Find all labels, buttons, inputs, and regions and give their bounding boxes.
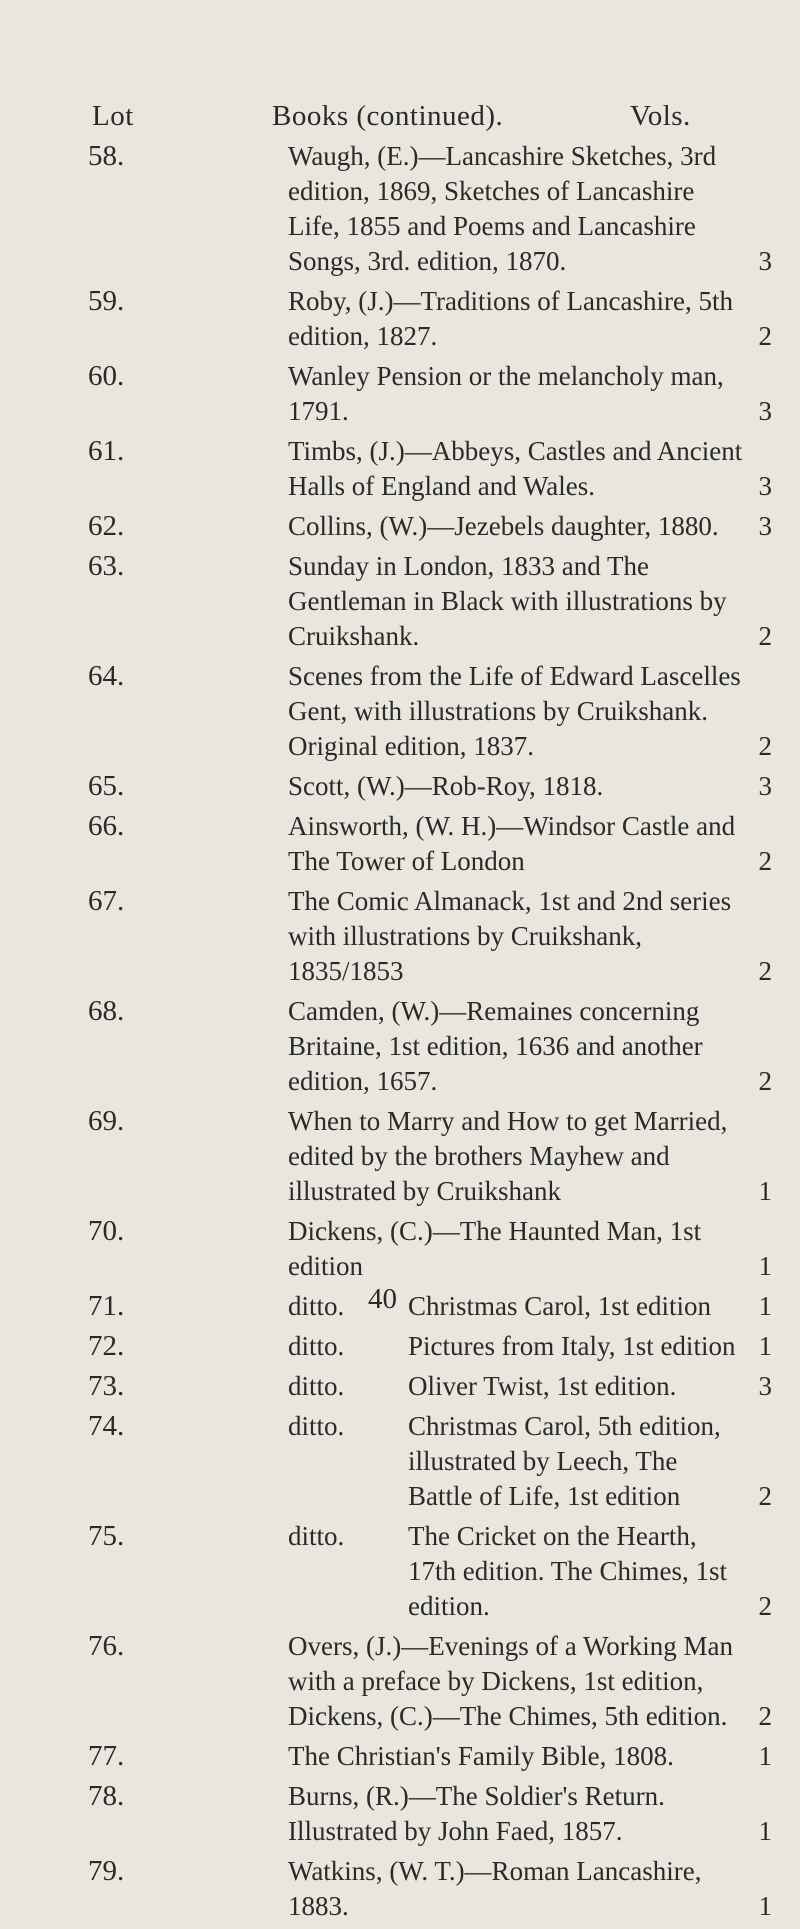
volume-count: 3 xyxy=(758,246,772,276)
lot-column-header: Lot xyxy=(92,100,134,132)
lot-description: Burns, (R.)—The Soldier's Return. Illustrated by John Faed, 1857. xyxy=(288,1781,665,1846)
lot-description-block xyxy=(288,1854,748,1924)
lot-entry xyxy=(0,809,800,879)
lot-number: 63. xyxy=(88,550,125,582)
lot-description: Camden, (W.)—Remaines concerning Britaine, 1st edition, 1636 and another edition, 1657. xyxy=(288,996,703,1096)
lot-entry xyxy=(0,769,800,804)
lot-description-block xyxy=(288,1104,748,1209)
lot-description: Dickens, (C.)—The Haunted Man, 1st edition xyxy=(288,1216,702,1281)
section-title: Books (continued). xyxy=(272,100,504,132)
lot-number: 71. xyxy=(88,1290,125,1322)
lot-number: 78. xyxy=(88,1780,125,1812)
lot-description: Roby, (J.)—Traditions of Lancashire, 5th edition, 1827. xyxy=(288,286,733,351)
lot-entry xyxy=(0,994,800,1099)
volume-count: 1 xyxy=(758,1291,772,1321)
lot-description: Watkins, (W. T.)—Roman Lancashire, 1883. xyxy=(288,1856,702,1921)
lot-description-block xyxy=(288,1629,748,1734)
lot-description-block xyxy=(288,994,748,1099)
lot-number: 77. xyxy=(88,1740,125,1772)
lot-number: 61. xyxy=(88,435,125,467)
lot-description: When to Marry and How to get Married, edited by the brothers Mayhew and illustrated by Cruikshank xyxy=(288,1106,728,1206)
lot-description-block xyxy=(288,284,748,354)
lot-description-block xyxy=(288,1329,748,1364)
lot-number: 58. xyxy=(88,140,125,172)
lot-entry xyxy=(0,1409,800,1514)
lot-number: 73. xyxy=(88,1370,125,1402)
lot-description-block xyxy=(288,1289,748,1324)
lot-description: Christmas Carol, 5th edition, illustrated by Leech, The Battle of Life, 1st edition xyxy=(408,1411,721,1511)
lot-description-block xyxy=(288,139,748,279)
lot-entry xyxy=(0,1329,800,1364)
volume-count: 1 xyxy=(758,1176,772,1206)
lot-entry xyxy=(0,434,800,504)
lot-entry xyxy=(0,1739,800,1774)
volume-count: 2 xyxy=(758,956,772,986)
ditto-mark: ditto. xyxy=(288,1371,345,1401)
lot-entry xyxy=(0,884,800,989)
lot-number: 69. xyxy=(88,1105,125,1137)
lot-list xyxy=(0,139,800,1929)
volume-count: 2 xyxy=(758,731,772,761)
volume-count: 3 xyxy=(758,511,772,541)
volume-count: 3 xyxy=(758,771,772,801)
lot-entry xyxy=(0,284,800,354)
volume-count: 3 xyxy=(758,1371,772,1401)
lot-description: Scenes from the Life of Edward Lascelles Gent, with illustrations by Cruikshank. Original edition, 1837. xyxy=(288,661,741,761)
lot-description: Christmas Carol, 1st edition xyxy=(408,1291,711,1321)
volume-count: 1 xyxy=(758,1891,772,1921)
volume-count: 1 xyxy=(758,1331,772,1361)
lot-number: 75. xyxy=(88,1520,125,1552)
lot-number: 72. xyxy=(88,1330,125,1362)
page-number: 40 xyxy=(368,1283,397,1315)
lot-number: 68. xyxy=(88,995,125,1027)
lot-entry xyxy=(0,359,800,429)
lot-description-block xyxy=(288,1739,748,1774)
lot-description-block xyxy=(288,1519,748,1624)
lot-description-block xyxy=(288,1214,748,1284)
lot-description-block xyxy=(288,1369,748,1404)
lot-entry xyxy=(0,1104,800,1209)
volume-count: 3 xyxy=(758,396,772,426)
vols-column-header: Vols. xyxy=(630,100,691,132)
lot-description-block xyxy=(288,434,748,504)
lot-description-block xyxy=(288,359,748,429)
lot-number: 66. xyxy=(88,810,125,842)
volume-count: 2 xyxy=(758,1066,772,1096)
lot-description: Timbs, (J.)—Abbeys, Castles and Ancient Halls of England and Wales. xyxy=(288,436,743,501)
volume-count: 2 xyxy=(758,1481,772,1511)
lot-description: The Comic Almanack, 1st and 2nd series with illustrations by Cruikshank, 1835/1853 xyxy=(288,886,732,986)
lot-number: 79. xyxy=(88,1855,125,1887)
volume-count: 2 xyxy=(758,1701,772,1731)
lot-description-block xyxy=(288,1409,748,1514)
ditto-mark: ditto. xyxy=(288,1521,345,1551)
lot-description: The Christian's Family Bible, 1808. xyxy=(288,1741,674,1771)
lot-entry xyxy=(0,1289,800,1324)
lot-entry xyxy=(0,509,800,544)
lot-number: 60. xyxy=(88,360,125,392)
ditto-mark: ditto. xyxy=(288,1411,345,1441)
volume-count: 1 xyxy=(758,1816,772,1846)
lot-number: 59. xyxy=(88,285,125,317)
lot-description: Oliver Twist, 1st edition. xyxy=(408,1371,677,1401)
volume-count: 2 xyxy=(758,846,772,876)
lot-entry xyxy=(0,1629,800,1734)
lot-description: Ainsworth, (W. H.)—Windsor Castle and The Tower of London xyxy=(288,811,736,876)
lot-number: 74. xyxy=(88,1410,125,1442)
lot-description: Waugh, (E.)—Lancashire Sketches, 3rd edition, 1869, Sketches of Lancashire Life, 1855 and Poems and Lancashire Songs, 3rd. edition, 1870. xyxy=(288,141,717,276)
lot-description: Collins, (W.)—Jezebels daughter, 1880. xyxy=(288,511,719,541)
ditto-mark: ditto. xyxy=(288,1331,345,1361)
lot-description-block xyxy=(288,1779,748,1849)
lot-entry xyxy=(0,1854,800,1924)
lot-entry xyxy=(0,659,800,764)
lot-description: Scott, (W.)—Rob-Roy, 1818. xyxy=(288,771,604,801)
lot-number: 64. xyxy=(88,660,125,692)
lot-number: 65. xyxy=(88,770,125,802)
volume-count: 1 xyxy=(758,1251,772,1281)
lot-entry xyxy=(0,139,800,279)
lot-description: Sunday in London, 1833 and The Gentleman in Black with illustrations by Cruikshank. xyxy=(288,551,727,651)
lot-entry xyxy=(0,1519,800,1624)
volume-count: 2 xyxy=(758,621,772,651)
lot-entry xyxy=(0,1779,800,1849)
lot-description-block xyxy=(288,659,748,764)
lot-description: Overs, (J.)—Evenings of a Working Man with a preface by Dickens, 1st edition, Dickens, (C.)—The Chimes, 5th edition. xyxy=(288,1631,733,1731)
lot-number: 70. xyxy=(88,1215,125,1247)
lot-description: Wanley Pension or the melancholy man, 1791. xyxy=(288,361,724,426)
lot-description-block xyxy=(288,884,748,989)
lot-number: 76. xyxy=(88,1630,125,1662)
lot-entry xyxy=(0,1214,800,1284)
lot-number: 62. xyxy=(88,510,125,542)
lot-description-block xyxy=(288,769,748,804)
lot-description-block xyxy=(288,809,748,879)
volume-count: 2 xyxy=(758,321,772,351)
volume-count: 3 xyxy=(758,471,772,501)
lot-description-block xyxy=(288,509,748,544)
ditto-mark: ditto. xyxy=(288,1291,345,1321)
lot-entry xyxy=(0,549,800,654)
lot-description-block xyxy=(288,549,748,654)
lot-description: The Cricket on the Hearth, 17th edition. The Chimes, 1st edition. xyxy=(408,1521,727,1621)
volume-count: 1 xyxy=(758,1741,772,1771)
lot-description: Pictures from Italy, 1st edition xyxy=(408,1331,736,1361)
volume-count: 2 xyxy=(758,1591,772,1621)
lot-number: 67. xyxy=(88,885,125,917)
lot-entry xyxy=(0,1369,800,1404)
